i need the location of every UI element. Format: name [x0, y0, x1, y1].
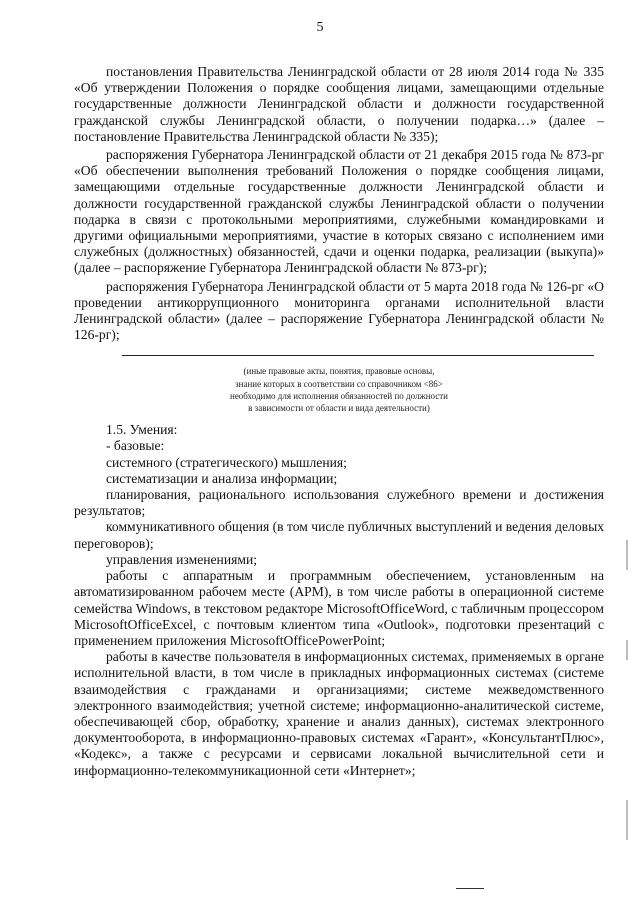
- document-body: [74, 64, 604, 779]
- caption-line: необходимо для исполнения обязанностей по должности: [230, 390, 448, 401]
- paragraph-order-126: распоряжения Губернатора Ленинградской области от 5 марта 2018 года № 126-рг «О проведении антикоррупционного мониторинга органами исполнительной власти Ленинградской области» (далее – распоряжение Губернатора Ленинградской области № 126-рг);: [74, 278, 604, 343]
- skill-item: работы с аппаратным и программным обеспечением, установленным на автоматизированном рабочем месте (АРМ), в том числе работы в операционной системе семейства Windows, в текстовом редакторе MicrosoftOfficeWord, с табличным процессором MicrosoftOfficeExcel, с почтовым клиентом типа «Outlook», подготовки презентаций с применением приложения MicrosoftOfficePowerPoint;: [74, 568, 604, 648]
- scan-mark: [456, 888, 484, 889]
- paragraph-decree-335: постановления Правительства Ленинградской области от 28 июля 2014 года № 335 «Об утверждении Положения о порядке сообщения лицами, замещающими отдельные государственные должности Ленинградской области и должности государственной гражданской службы Ленинградской области, о получении подарка…» (далее – постановление Правительства Ленинградской области № 335);: [74, 64, 604, 144]
- skill-item: работы в качестве пользователя в информационных системах, применяемых в органе исполнительной власти, в том числе в прикладных информационных системах (системе взаимодействия с гражданами и организациями; системе межведомственного электронного взаимодействия; учетной системе; информационно-аналитической системе, обеспечивающей сбор, обработку, хранение и анализ данных), системах электронного документооборота, в информационно-правовых системах «Гарант», «КонсультантПлюс», «Кодекс», а также с ресурсами и сервисами локальной вычислительной сети и информационно-телекоммуникационной сети «Интернет»;: [74, 649, 604, 778]
- page-number: 5: [316, 20, 324, 35]
- footnote-caption: [74, 365, 604, 414]
- skills-section: [74, 422, 604, 778]
- skill-item: коммуникативного общения (в том числе публичных выступлений и ведения деловых переговоров);: [74, 519, 604, 551]
- scan-edge: [626, 800, 628, 840]
- subsection-label: - базовые:: [106, 438, 165, 454]
- divider-line: [122, 355, 594, 356]
- caption-line: в зависимости от области и вида деятельности): [248, 403, 430, 414]
- scan-edge: [626, 640, 628, 660]
- skill-item: планирования, рационального использования служебного времени и достижения результатов;: [74, 487, 604, 519]
- fill-in-line: [74, 349, 604, 363]
- scan-edge: [626, 540, 628, 570]
- caption-line: (иные правовые акты, понятия, правовые основы,: [243, 366, 435, 377]
- skill-item: управления изменениями;: [106, 551, 258, 567]
- caption-line: знание которых в соответствии со справочником <86>: [235, 378, 443, 389]
- paragraph-order-873: распоряжения Губернатора Ленинградской области от 21 декабря 2015 года № 873-рг «Об обеспечении выполнения требований Положения о порядке сообщения лицами, замещающими отдельные государственные должности Ленинградской области и должности государственной гражданской службы Ленинградской области о получении подарка в связи с протокольными мероприятиями, служебными командировками и другими официальными мероприятиями, участие в которых связано с исполнением ими служебных (должностных) обязанностей, сдачи и оценки подарка, реализации (выкупа)» (далее – распоряжение Губернатора Ленинградской области № 873-рг);: [74, 147, 604, 276]
- skill-item: системного (стратегического) мышления;: [106, 454, 347, 470]
- section-heading: 1.5. Умения:: [106, 422, 178, 438]
- skill-item: систематизации и анализа информации;: [106, 470, 338, 486]
